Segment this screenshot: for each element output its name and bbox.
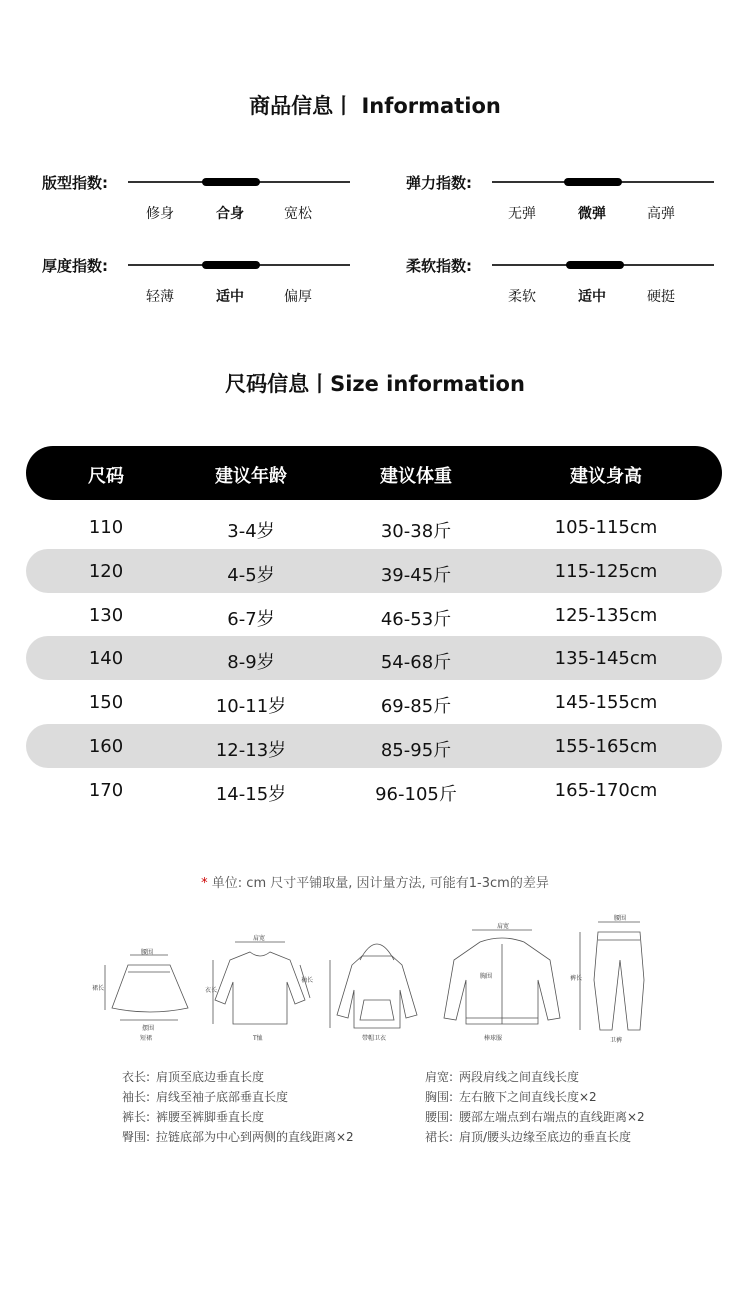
size-table-header (26, 446, 722, 500)
cell-weight: 85-95斤 (380, 740, 452, 761)
softness-option-stiff: 硬挺 (647, 289, 675, 305)
definition-value: 左右腋下之间直线长度×2 (459, 1090, 597, 1104)
definition-item (122, 1128, 354, 1148)
hoodie-diagram (330, 944, 417, 1042)
cell-height: 145-155cm (554, 692, 658, 713)
thickness-index-marker (202, 261, 260, 269)
definitions-left (122, 1068, 354, 1148)
cell-size: 130 (88, 605, 124, 626)
note-star: * (201, 876, 208, 891)
definition-item (122, 1068, 354, 1088)
stretch-option-none: 无弹 (508, 206, 536, 222)
definition-value: 两段肩线之间直线长度 (459, 1070, 580, 1084)
cell-age: 14-15岁 (215, 784, 287, 805)
stretch-index-marker (564, 178, 622, 186)
thickness-index-label: 厚度指数: (42, 257, 108, 275)
thickness-option-thin: 轻薄 (146, 289, 174, 305)
definition-value: 肩顶/腰头边缘至底边的垂直长度 (459, 1130, 632, 1144)
definition-key: 胸围: (425, 1090, 454, 1104)
stretch-index-label: 弹力指数: (406, 174, 472, 192)
size-info-title: 尺码信息丨Size information (225, 372, 525, 396)
softness-index (406, 257, 746, 324)
cell-weight: 30-38斤 (380, 521, 452, 542)
definitions-right (425, 1068, 645, 1148)
softness-index-marker (566, 261, 624, 269)
softness-option-soft: 柔软 (508, 289, 536, 305)
fit-option-slim: 修身 (146, 206, 174, 222)
definition-key: 衣长: (122, 1070, 151, 1084)
skirt-hem-label: 摆围 (142, 1025, 155, 1032)
cell-height: 115-125cm (554, 561, 658, 582)
jacket-shoulder-label: 肩宽 (497, 923, 510, 930)
header-age: 建议年龄 (215, 466, 287, 487)
pants-caption: 卫裤 (610, 1037, 623, 1044)
tshirt-sleeve-label: 袖长 (301, 977, 314, 984)
pants-length-label: 裤长 (570, 975, 583, 982)
definition-value: 裤腰至裤脚垂直长度 (156, 1110, 265, 1124)
cell-weight: 69-85斤 (380, 696, 452, 717)
hoodie-caption: 带帽卫衣 (362, 1035, 387, 1042)
definition-value: 拉链底部为中心到两侧的直线距离×2 (156, 1130, 354, 1144)
definition-key: 裙长: (425, 1130, 454, 1144)
stretch-option-slight: 微弹 (578, 206, 606, 222)
tshirt-length-label: 衣长 (205, 987, 218, 994)
table-row (26, 549, 722, 593)
table-row (26, 636, 722, 680)
cell-height: 165-170cm (554, 780, 658, 801)
definition-value: 肩顶至底边垂直长度 (156, 1070, 265, 1084)
definition-item (425, 1068, 645, 1088)
definition-key: 袖长: (122, 1090, 151, 1104)
fit-index-marker (202, 178, 260, 186)
cell-size: 150 (88, 692, 124, 713)
cell-height: 135-145cm (554, 648, 658, 669)
definition-key: 裤长: (122, 1110, 151, 1124)
definition-item (425, 1088, 645, 1108)
stretch-index (406, 174, 746, 241)
softness-option-medium: 适中 (578, 289, 606, 305)
table-row (26, 680, 722, 724)
skirt-waist-label: 腰围 (141, 949, 154, 956)
table-row (26, 768, 722, 812)
softness-index-label: 柔软指数: (406, 257, 472, 275)
jacket-caption: 棒球服 (484, 1035, 503, 1042)
table-row (26, 505, 722, 549)
cell-weight: 46-53斤 (380, 609, 452, 630)
cell-weight: 54-68斤 (380, 652, 452, 673)
cell-weight: 96-105斤 (375, 784, 457, 805)
table-row (26, 724, 722, 768)
definition-item (425, 1128, 645, 1148)
cell-age: 6-7岁 (227, 609, 275, 630)
cell-age: 12-13岁 (215, 740, 287, 761)
thickness-option-medium: 适中 (216, 289, 244, 305)
definition-item (122, 1108, 354, 1128)
cell-age: 10-11岁 (215, 696, 287, 717)
stretch-option-high: 高弹 (647, 206, 675, 222)
skirt-diagram (92, 948, 188, 1042)
note-text: 单位: cm 尺寸平铺取量, 因计量方法, 可能有1-3cm的差异 (211, 876, 549, 891)
measurement-note (0, 872, 750, 891)
definition-key: 臀围: (122, 1130, 151, 1144)
skirt-length-label: 裙长 (92, 985, 105, 992)
tshirt-shoulder-label: 肩宽 (253, 935, 266, 942)
fit-index-label: 版型指数: (42, 174, 108, 192)
fit-option-loose: 宽松 (284, 206, 312, 222)
header-weight: 建议体重 (380, 466, 452, 487)
fit-option-regular: 合身 (216, 206, 244, 222)
definition-item (425, 1108, 645, 1128)
thickness-option-thick: 偏厚 (284, 289, 312, 305)
header-size: 尺码 (88, 466, 124, 487)
pants-diagram (570, 914, 644, 1044)
jacket-chest-label: 胸围 (480, 973, 493, 980)
cell-age: 4-5岁 (227, 565, 275, 586)
table-row (26, 593, 722, 637)
cell-size: 160 (88, 736, 124, 757)
fit-index (42, 174, 382, 241)
jacket-diagram (444, 922, 560, 1042)
definition-item (122, 1088, 354, 1108)
definition-key: 腰围: (425, 1110, 454, 1124)
cell-size: 170 (88, 780, 124, 801)
tshirt-diagram (205, 934, 313, 1042)
cell-size: 120 (88, 561, 124, 582)
header-height: 建议身高 (570, 466, 642, 487)
cell-size: 110 (88, 517, 124, 538)
cell-height: 125-135cm (554, 605, 658, 626)
skirt-caption: 短裙 (140, 1035, 153, 1042)
definition-key: 肩宽: (425, 1070, 454, 1084)
tshirt-caption: T恤 (253, 1035, 263, 1042)
cell-weight: 39-45斤 (380, 565, 452, 586)
pants-waist-label: 腰围 (614, 915, 627, 922)
garment-measurement-diagrams (90, 915, 680, 1060)
cell-height: 105-115cm (554, 517, 658, 538)
definition-value: 肩线至袖子底部垂直长度 (156, 1090, 289, 1104)
cell-height: 155-165cm (554, 736, 658, 757)
definition-value: 腰部左端点到右端点的直线距离×2 (459, 1110, 645, 1124)
cell-age: 3-4岁 (227, 521, 275, 542)
thickness-index (42, 257, 382, 324)
cell-size: 140 (88, 648, 124, 669)
cell-age: 8-9岁 (227, 652, 275, 673)
product-info-title: 商品信息丨 Information (249, 94, 501, 118)
